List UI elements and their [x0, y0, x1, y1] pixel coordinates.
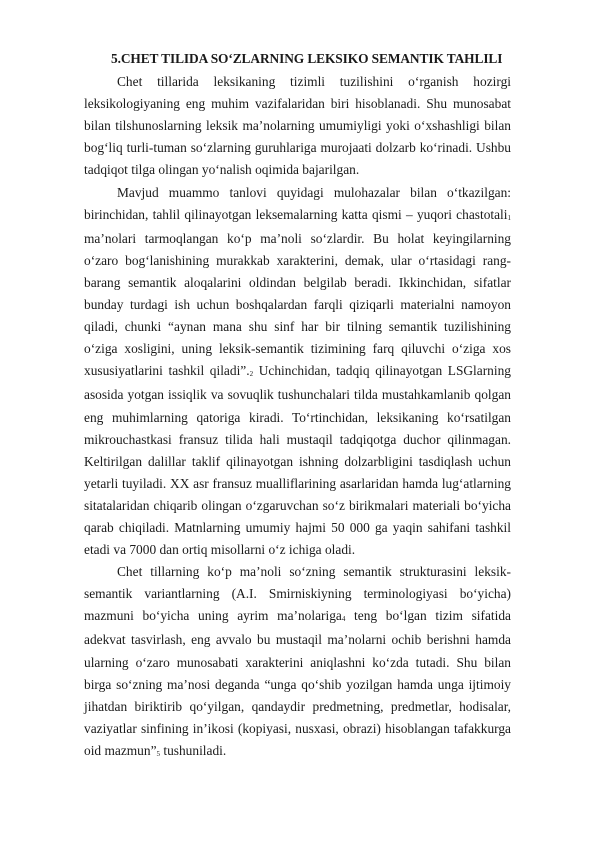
footnote-marker: 5 — [156, 749, 161, 758]
paragraph-text: Uchinchidan, tadqiq qilinayotgan LSGlarning asosida yotgan issiqlik va sovuqlik tushunchalari tilda mustahkamlanib qolgan eng muhimlarning qatoriga kiradi. To‘rtinchidan, leksikaning ko‘rsatilgan mikrouchastkasi fransuz tilida hali mustaqil tadqiqotga duchor qilinmagan. Keltirilgan dalillar taklif qilinayotgan ishning dolzarbligini tasdiqlash uchun yetarli tuyiladi. XX asr fransuz mualliflarining asarlaridan hamda lug‘atlarning sitatalaridan chiqarib olingan o‘zgaruvchan so‘z birikmalari materiali bo‘yicha qarab chiqiladi. Matnlarning umumiy hajmi 50 000 ga yaqin sahifani tashkil etadi va 7000 dan ortiq misollarni o‘z ichiga oladi. — [84, 363, 511, 558]
paragraph — [84, 182, 511, 562]
paragraph-text: teng bo‘lgan tizim sifatida adekvat tasvirlash, eng avvalo bu mustaqil ma’nolarni ochib berishni hamda ularning o‘zaro munosabati xarakterini aniqlashni ko‘zda tutadi. Shu bilan birga so‘zning ma’nosi deganda “unga qo‘shib yozilgan hamda unga ijtimoiy jihatdan biriktirib qo‘yilgan, qandaydir predmetning, predmetlar, hodisalar, vaziyatlar sinfining in’ikosi (kopiyasi, nusxasi, obrazi) hisoblangan tafakkurga oid mazmun” — [84, 608, 511, 758]
document-page — [84, 48, 511, 764]
paragraph-text: tushuniladi. — [160, 742, 227, 758]
footnote-marker: 1 — [507, 213, 511, 222]
paragraph-text: Mavjud muammo tanlovi quyidagi mulohazalar bilan o‘tkazilgan: birinchidan, tahlil qilinayotgan leksemalarning katta qismi – yuqori chastotali — [84, 184, 511, 222]
paragraph-text: Chet tillarning ko‘p ma’noli so‘zning semantik strukturasini leksik-semantik variantlarning (A.I. Smirniskiyning terminologiyasi bo‘yicha) mazmuni bo‘yicha uning ayrim ma’nolariga — [84, 564, 511, 624]
paragraph — [84, 71, 511, 181]
paragraph-text: Chet tillarida leksikaning tizimli tuzilishini o‘rganish hozirgi leksikologiyaning eng muhim vazifalaridan biri hisoblanadi. Shu munosabat bilan tilshunoslarning leksik ma’nolarning umumiyligi yoki o‘xshashligi bilan bog‘liq turli-tuman so‘zlarning guruhlariga murojaati dolzarb ko‘rinadi. Ushbu tadqiqot tilga olingan yo‘nalish oqimida bajarilgan. — [84, 74, 511, 178]
body-text — [84, 71, 511, 764]
footnote-marker: 4 — [341, 615, 346, 624]
footnote-marker: 2 — [249, 370, 254, 379]
paragraph-text: ma’nolari tarmoqlangan ko‘p ma’noli so‘zlardir. Bu holat keyingilarning o‘zaro bog‘lanishining murakkab xarakterini, demak, ular o‘rtasidagi rang-barang semantik aloqalarini oldindan belgilab beradi. Ikkinchidan, sifatlar bunday turdagi ish uchun boshqalardan farqli qiziqarli materialni namoyon qiladi, chunki “aynan mana shu sinf har bir tilning semantik tuzilishining o‘ziga xosligini, uning leksik-semantik tizimining farq qiluvchi o‘ziga xos xususiyatlarini tashkil qiladi”. — [84, 230, 511, 379]
paragraph — [84, 561, 511, 764]
section-title: 5.CHET TILIDA SO‘ZLARNING LEKSIKO SEMANTIK TAHLILI — [111, 51, 503, 66]
